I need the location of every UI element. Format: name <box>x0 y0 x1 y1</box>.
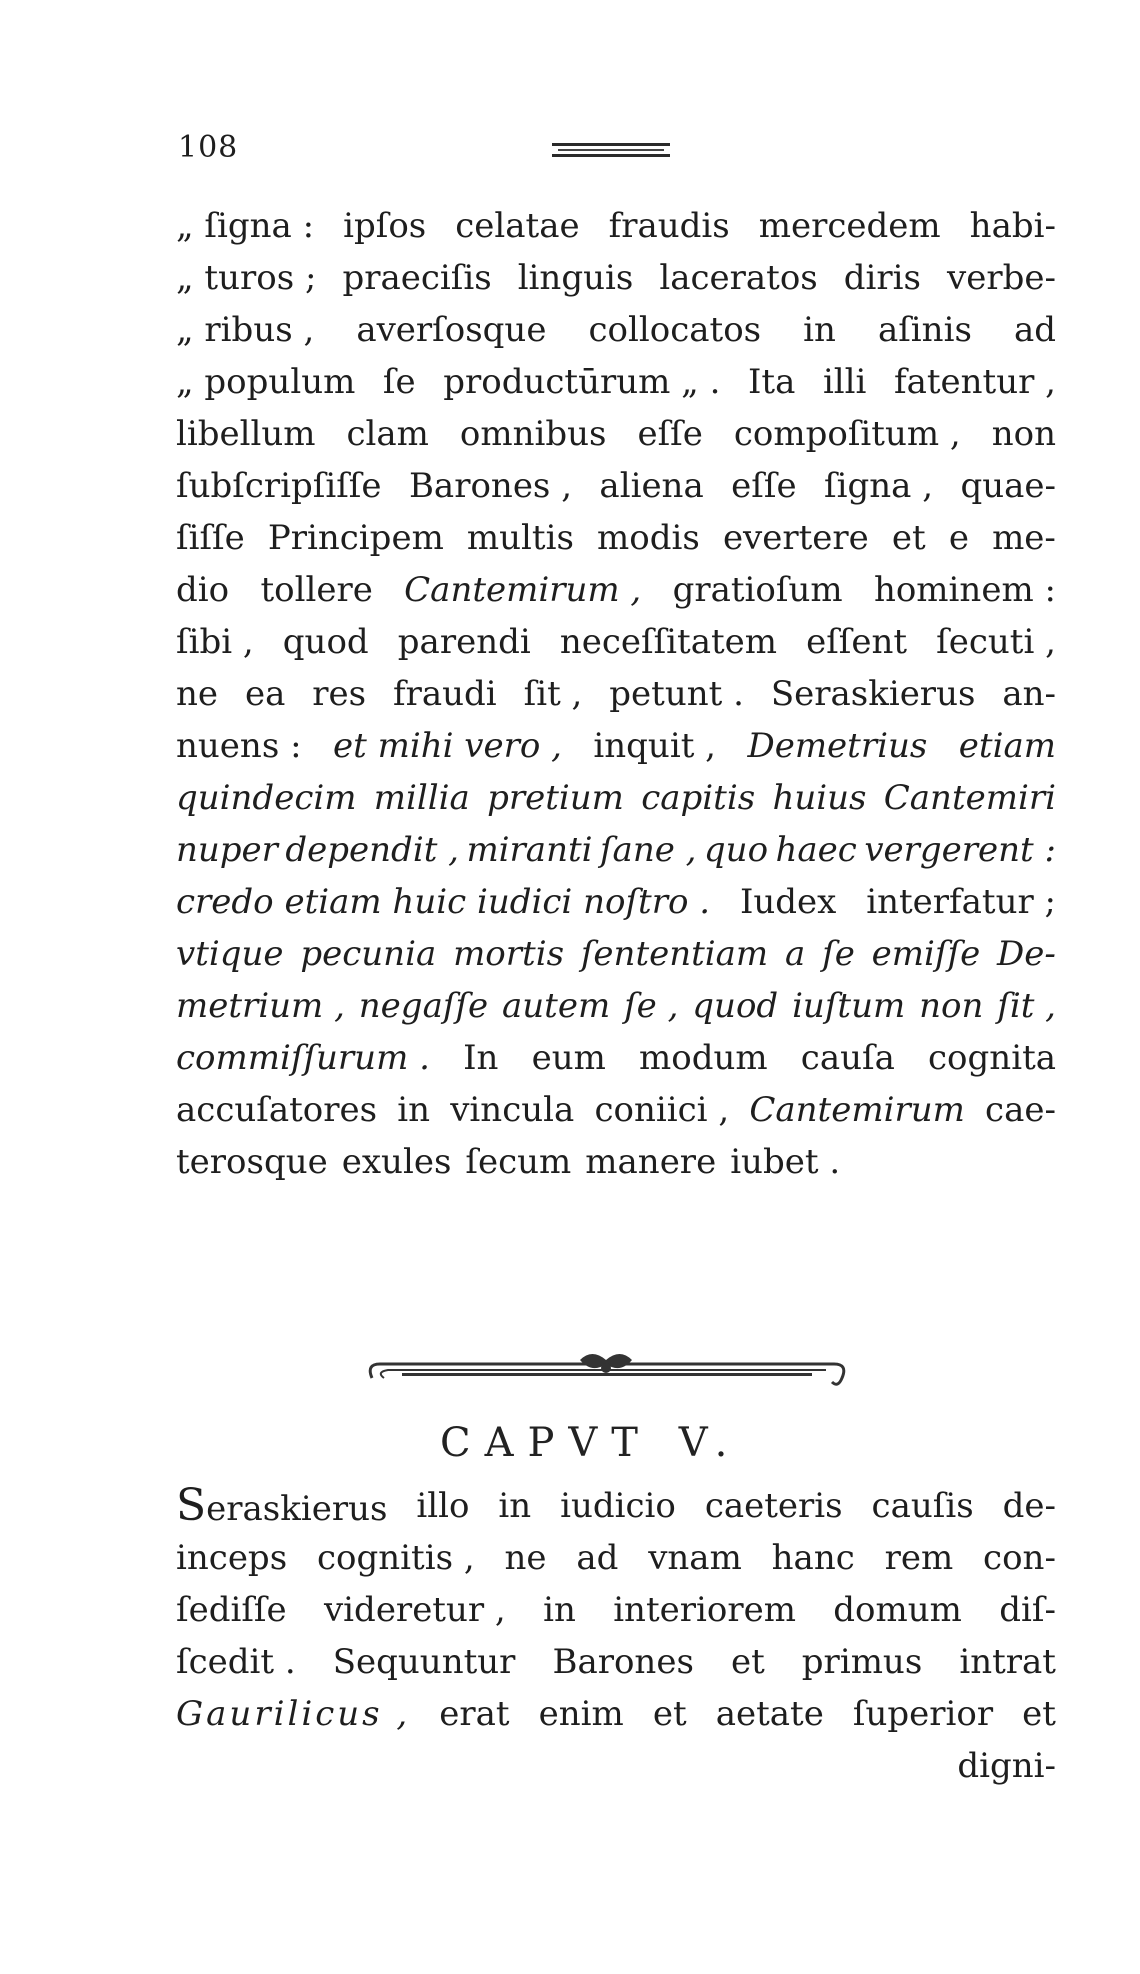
word: ſententiam <box>580 934 769 974</box>
word: in <box>803 310 836 350</box>
word: iubet . <box>730 1142 841 1182</box>
word: Principem <box>267 518 444 558</box>
word: credo etiam huic iudici noſtro . <box>176 882 711 922</box>
word: caeteris <box>704 1486 843 1526</box>
word: con- <box>983 1538 1056 1578</box>
word: ſecuti , <box>936 622 1056 662</box>
word: neceſſitatem <box>559 622 777 662</box>
word: diſ- <box>999 1590 1056 1630</box>
word: negaſſe <box>358 986 489 1026</box>
word: fraudi <box>393 674 497 714</box>
word: quae- <box>960 466 1056 506</box>
word: celatae <box>455 206 580 246</box>
page-number: 108 <box>178 130 239 165</box>
word: ſuperior <box>852 1694 994 1734</box>
word: me- <box>992 518 1056 558</box>
word: Iudex <box>739 882 837 922</box>
word: ſe <box>382 362 416 402</box>
word: ſigna , <box>824 466 934 506</box>
word: vergerent : <box>864 830 1056 870</box>
word: metrium , <box>176 986 345 1026</box>
word: a <box>785 934 806 974</box>
word: Cantemirum , <box>404 570 642 610</box>
text-line <box>176 876 1056 928</box>
word: ſit , <box>523 674 583 714</box>
word: ſit , <box>997 986 1056 1026</box>
word: fatentur , <box>894 362 1056 402</box>
word: iudicio <box>560 1486 676 1526</box>
text-line <box>176 252 1056 304</box>
word: huius <box>772 778 867 818</box>
word: productūrum „ . <box>443 362 721 402</box>
word: ne <box>176 674 219 714</box>
word: pretium <box>487 778 624 818</box>
word: verbe- <box>947 258 1056 298</box>
text-line <box>176 1584 1056 1636</box>
word: eſſe <box>731 466 797 506</box>
word: habi- <box>969 206 1056 246</box>
word: quo <box>703 830 769 870</box>
word: eſſe <box>637 414 703 454</box>
word: laceratos <box>659 258 818 298</box>
word: cognita <box>928 1038 1056 1078</box>
word: modum <box>639 1038 768 1078</box>
text-line <box>176 1740 1056 1792</box>
header-rule-ornament <box>550 139 672 161</box>
word: ne <box>504 1538 547 1578</box>
word: pecunia <box>300 934 437 974</box>
word: emiſſe <box>871 934 981 974</box>
word: ſe <box>822 934 855 974</box>
word: rem <box>884 1538 954 1578</box>
word: ſediſſe <box>176 1590 287 1630</box>
word: haec <box>775 830 857 870</box>
text-line <box>176 1480 1056 1532</box>
word: „ ſigna : <box>176 206 315 246</box>
word: tollere <box>260 570 373 610</box>
word: in <box>543 1590 576 1630</box>
word: de- <box>1002 1486 1056 1526</box>
body-text-section-1 <box>176 200 1056 1188</box>
word: ſubſcripſiſſe <box>176 466 382 506</box>
word: compoſitum , <box>733 414 961 454</box>
word: et <box>730 1642 765 1682</box>
word: dependit , <box>285 830 459 870</box>
text-line <box>176 1136 1056 1188</box>
word: illi <box>822 362 867 402</box>
chapter-title: CAPVT V. <box>440 1420 742 1466</box>
word: Sequuntur <box>332 1642 516 1682</box>
word: digni- <box>957 1746 1056 1786</box>
text-line <box>176 1084 1056 1136</box>
word: fraudis <box>608 206 730 246</box>
word: erat <box>439 1694 510 1734</box>
word: ſe , <box>624 986 679 1026</box>
word: et <box>891 518 926 558</box>
word: ſibi , <box>176 622 254 662</box>
word: parendi <box>397 622 531 662</box>
word: commiſſurum . <box>176 1038 430 1078</box>
word: „ populum <box>176 362 356 402</box>
text-line <box>176 512 1056 564</box>
word: enim <box>538 1694 624 1734</box>
text-line <box>176 408 1056 460</box>
word: libellum <box>176 414 316 454</box>
text-line <box>176 668 1056 720</box>
word: Seraskierus <box>176 1480 388 1531</box>
text-line <box>176 564 1056 616</box>
word: ipſos <box>343 206 427 246</box>
word: ſecum <box>465 1142 572 1182</box>
word: mercedem <box>758 206 941 246</box>
text-line <box>176 980 1056 1032</box>
word: vnam <box>648 1538 742 1578</box>
chapter-divider-ornament <box>362 1338 852 1404</box>
word: et <box>652 1694 687 1734</box>
word: gratioſum <box>672 570 843 610</box>
word: ſane , <box>599 830 697 870</box>
word: non <box>991 414 1056 454</box>
word: primus <box>801 1642 923 1682</box>
word: capitis <box>641 778 756 818</box>
drop-cap: S <box>176 1480 207 1531</box>
word: petunt . <box>609 674 744 714</box>
word: hominem : <box>873 570 1056 610</box>
word: interfatur ; <box>866 882 1056 922</box>
word: terosque <box>176 1142 328 1182</box>
word: Gaurilicus , <box>176 1694 411 1734</box>
word: inceps <box>176 1538 288 1578</box>
text-line <box>176 200 1056 252</box>
word: ſiſſe <box>176 518 245 558</box>
text-line <box>176 928 1056 980</box>
word: evertere <box>722 518 869 558</box>
word: accuſatores <box>176 1090 378 1130</box>
word: ea <box>244 674 286 714</box>
word: averſosque <box>356 310 547 350</box>
word: millia <box>373 778 470 818</box>
word: collocatos <box>588 310 762 350</box>
word: vincula <box>450 1090 575 1130</box>
word: aſinis <box>877 310 972 350</box>
word: Barones , <box>408 466 572 506</box>
word: an- <box>1002 674 1056 714</box>
word: autem <box>502 986 611 1026</box>
word: nuper <box>176 830 278 870</box>
word: omnibus <box>459 414 607 454</box>
word: non <box>919 986 984 1026</box>
word: diris <box>843 258 921 298</box>
word: mortis <box>453 934 565 974</box>
word: et <box>1022 1694 1056 1734</box>
word: aliena <box>599 466 704 506</box>
text-line <box>176 460 1056 512</box>
word: quindecim <box>176 778 357 818</box>
word: cauſis <box>871 1486 974 1526</box>
word: exules <box>341 1142 452 1182</box>
text-line <box>176 1532 1056 1584</box>
text-line <box>176 1032 1056 1084</box>
word: cognitis , <box>316 1538 475 1578</box>
text-line <box>176 1688 1056 1740</box>
word: e <box>948 518 969 558</box>
word: interiorem <box>613 1590 796 1630</box>
text-line <box>176 304 1056 356</box>
word: vtique <box>176 934 284 974</box>
text-line <box>176 772 1056 824</box>
word: „ turos ; <box>176 258 317 298</box>
word: inquit , <box>593 726 716 766</box>
word: nuens : <box>176 726 302 766</box>
word: in <box>397 1090 431 1130</box>
word: Demetrius <box>747 726 928 766</box>
word: iuſtum <box>792 986 906 1026</box>
text-line <box>176 616 1056 668</box>
word: manere <box>585 1142 717 1182</box>
word: Cantemirum <box>749 1090 965 1130</box>
word: Barones <box>552 1642 694 1682</box>
word: intrat <box>959 1642 1056 1682</box>
word: cae- <box>985 1090 1056 1130</box>
word: domum <box>833 1590 962 1630</box>
word: cauſa <box>800 1038 895 1078</box>
word: illo <box>416 1486 470 1526</box>
word: multis <box>466 518 574 558</box>
word: quod <box>692 986 779 1026</box>
word: modis <box>597 518 700 558</box>
word: eum <box>531 1038 606 1078</box>
word: hanc <box>771 1538 855 1578</box>
word: in <box>498 1486 532 1526</box>
word: videretur , <box>323 1590 506 1630</box>
word: quod <box>282 622 369 662</box>
word: aetate <box>715 1694 824 1734</box>
word: et mihi vero , <box>332 726 562 766</box>
word: miranti <box>466 830 593 870</box>
word: clam <box>346 414 429 454</box>
word: eſſent <box>806 622 908 662</box>
text-line <box>176 356 1056 408</box>
word: res <box>312 674 367 714</box>
word: De- <box>997 934 1056 974</box>
word: praeciſis <box>342 258 492 298</box>
word: etiam <box>958 726 1056 766</box>
word: coniici , <box>594 1090 730 1130</box>
text-line <box>176 824 1056 876</box>
text-line <box>176 720 1056 772</box>
word: Seraskierus <box>770 674 976 714</box>
word: In <box>463 1038 499 1078</box>
word: dio <box>176 570 230 610</box>
text-line <box>176 1636 1056 1688</box>
body-text-section-2 <box>176 1480 1056 1792</box>
word: Ita <box>747 362 796 402</box>
word: linguis <box>517 258 634 298</box>
word: ad <box>1013 310 1056 350</box>
word: ad <box>576 1538 619 1578</box>
word: Cantemiri <box>883 778 1056 818</box>
word: ſcedit . <box>176 1642 296 1682</box>
word: „ ribus , <box>176 310 315 350</box>
